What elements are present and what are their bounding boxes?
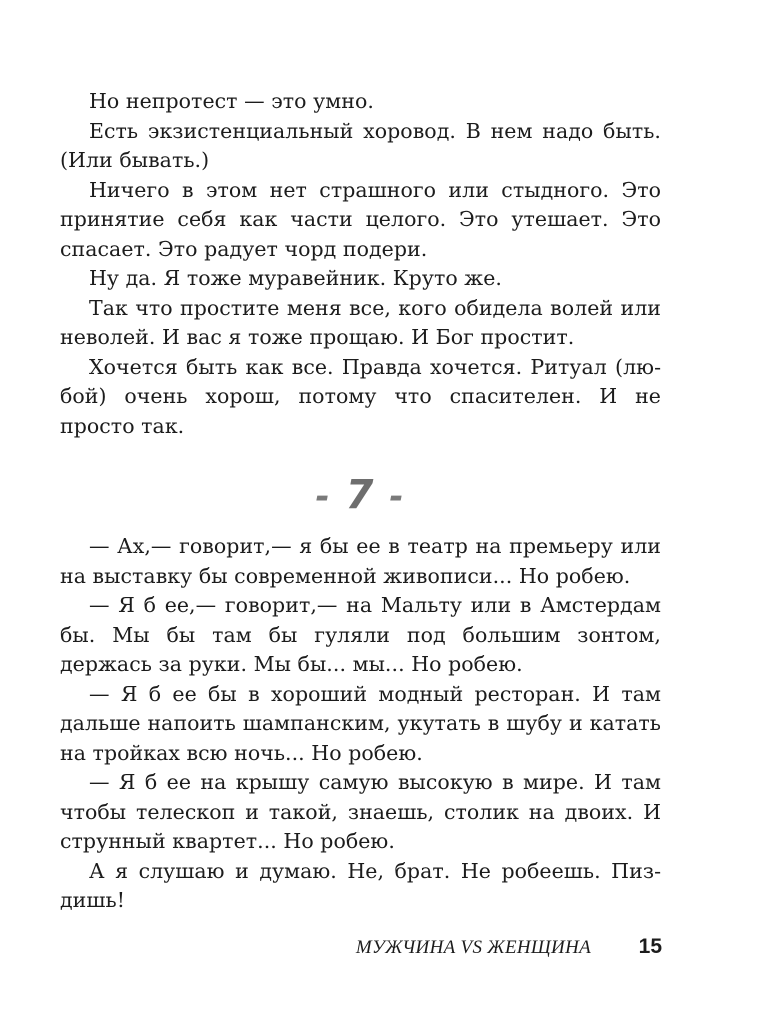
- paragraph: — Я б ее на крышу самую высокую в мире. И там чтобы телескоп и такой, знаешь, столик на двоих. И струнный квартет... Но робею.: [60, 770, 661, 853]
- text-block-before-chapter: [60, 87, 661, 441]
- paragraph: Есть экзистенциальный хоровод. В нем надо быть. (Или бывать.): [60, 118, 661, 172]
- paragraph: — Ах,— говорит,— я бы ее в театр на премьеру или на выставку бы современной живописи... Но робею.: [60, 534, 661, 588]
- paragraph: Но непротест — это умно.: [89, 89, 374, 113]
- paragraph: А я слушаю и думаю. Не, брат. Не робеешь. Пиздишь!: [60, 858, 661, 912]
- paragraph: — Я б ее бы в хороший модный ресторан. И там дальше напоить шампанским, укутать в шубу и катать на тройках всю ночь... Но робею.: [60, 681, 661, 765]
- paragraph: Ну да. Я тоже муравейник. Круто же.: [89, 266, 502, 290]
- chapter-heading: [0, 470, 720, 522]
- chapter-dash-left: -: [315, 477, 331, 517]
- running-title: МУЖЧИНА VS ЖЕНЩИНА: [355, 937, 591, 958]
- text-block-chapter-7: [60, 532, 661, 916]
- paragraph: — Я б ее,— говорит,— на Мальту или в Амстердам бы. Мы бы там бы гуляли под большим зонтом, держась за руки. Мы бы... мы... Но робею.: [60, 593, 661, 676]
- chapter-dash-right: -: [389, 477, 405, 517]
- paragraph: Так что простите меня все, кого обидела волей или неволей. И вас я тоже прощаю. И Бог простит.: [60, 295, 661, 349]
- page-number: 15: [638, 935, 662, 958]
- chapter-number: 7: [345, 472, 375, 518]
- paragraph: Ничего в этом нет страшного или стыдного. Это принятие себя как части целого. Это утешает. Это спасает. Это радует чорд подери.: [60, 177, 661, 261]
- running-footer: [0, 934, 768, 964]
- paragraph: Хочется быть как все. Правда хочется. Ритуал (любой) очень хорош, потому что спасителен. И не просто так.: [60, 354, 661, 438]
